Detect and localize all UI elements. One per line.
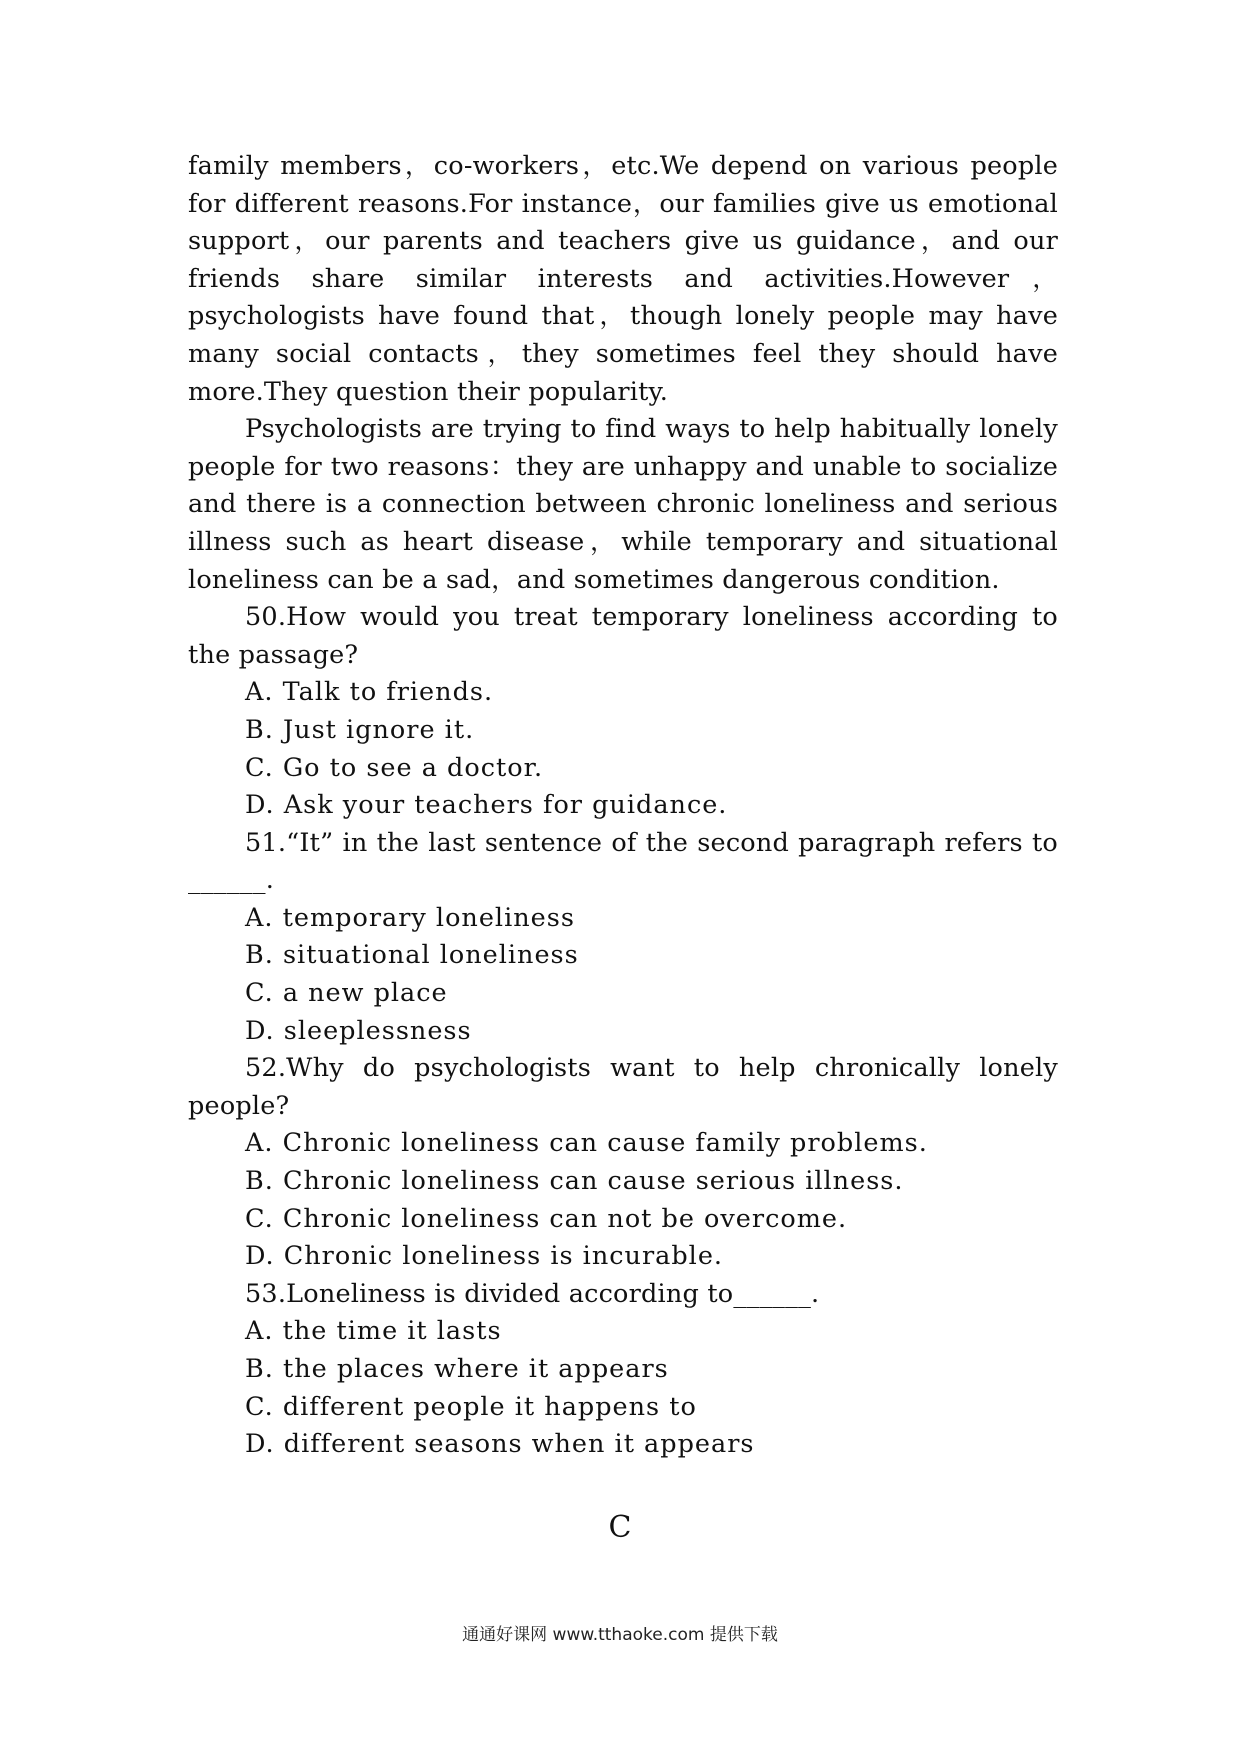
- question-53: [188, 1276, 1058, 1464]
- question-stem: 53.Loneliness is divided according to______.: [245, 1278, 820, 1309]
- section-heading: C: [608, 1510, 632, 1545]
- question-stem: 51.“It” in the last sentence of the second paragraph refers to ______.: [188, 827, 1058, 896]
- question-50: [188, 599, 1058, 825]
- answer-option: C. different people it happens to: [245, 1391, 697, 1422]
- answer-option: A. the time it lasts: [245, 1316, 502, 1347]
- question-51: [188, 825, 1058, 1051]
- answer-option: A. temporary loneliness: [245, 902, 575, 933]
- answer-option: A. Talk to friends.: [245, 677, 494, 708]
- document-body: [188, 148, 1058, 1464]
- answer-option: B. Chronic loneliness can cause serious illness.: [245, 1166, 904, 1197]
- question-stem: 52.Why do psychologists want to help chronically lonely people?: [188, 1053, 1058, 1121]
- question-stem: 50.How would you treat temporary loneliness according to the passage?: [188, 602, 1058, 670]
- answer-option: D. Chronic loneliness is incurable.: [245, 1241, 724, 1272]
- page-footer: 通通好课网 www.tthaoke.com 提供下载: [462, 1625, 778, 1645]
- answer-option: D. different seasons when it appears: [245, 1429, 755, 1460]
- answer-option: C. Chronic loneliness can not be overcome.: [245, 1203, 848, 1234]
- answer-option: B. situational loneliness: [245, 940, 579, 971]
- answer-option: A. Chronic loneliness can cause family problems.: [245, 1128, 928, 1159]
- answer-option: C. Go to see a doctor.: [245, 752, 544, 783]
- answer-option: C. a new place: [245, 978, 448, 1009]
- answer-option: D. sleeplessness: [245, 1015, 472, 1046]
- answer-option: B. the places where it appears: [245, 1354, 669, 1384]
- passage-paragraph: Psychologists are trying to find ways to help habitually lonely people for two reasons：they are unhappy and unable to socialize and there is a connection between chronic loneliness and serious illness such as heart disease，while temporary and situational loneliness can be a sad，and sometimes dangerous condition.: [188, 414, 1058, 595]
- question-52: [188, 1050, 1058, 1276]
- passage-paragraph: family members，co-workers，etc.We depend on various people for different reasons.For instance，our families give us emotional support，our parents and teachers give us guidance，and our friends share similar interests and activities.However，psychologists have found that，though lonely people may have many social contacts，they sometimes feel they should have more.They question their popularity.: [188, 151, 1058, 407]
- answer-option: B. Just ignore it.: [245, 714, 475, 745]
- answer-option: D. Ask your teachers for guidance.: [245, 790, 728, 821]
